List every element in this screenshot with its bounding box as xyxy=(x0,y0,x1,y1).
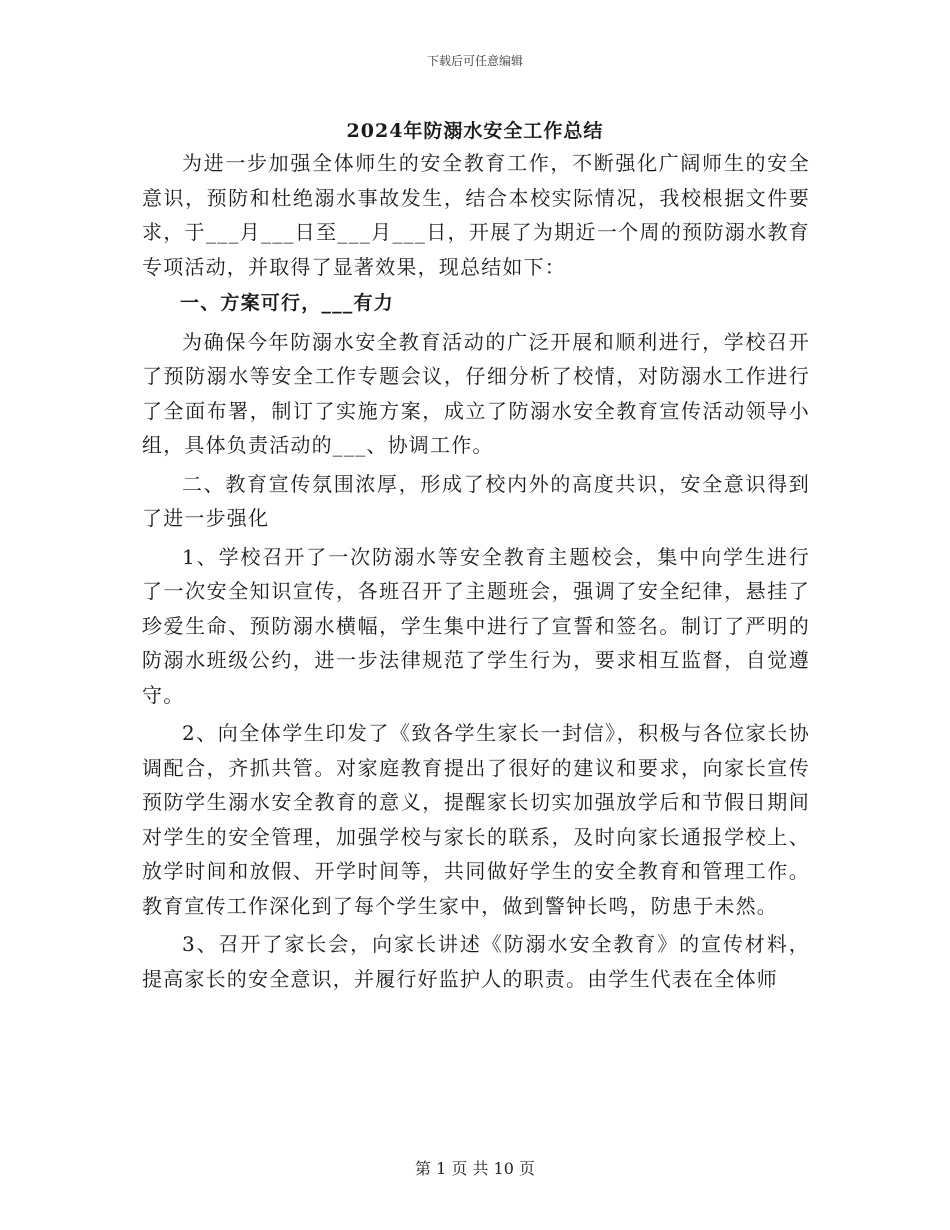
section-heading-1: 一、方案可行，___有力 xyxy=(180,292,394,314)
paragraph-item-2: 2、向全体学生印发了《致各学生家长一封信》，积极与各位家长协调配合，齐抓共管。对家庭教育提出了很好的建议和要求，向家长宣传预防学生溺水安全教育的意义，提醒家长切实加强放学后和节假日期间对学生的安全管理，加强学校与家长的联系，及时向家长通报学校上、放学时间和放假、开学时间等，共同做好学生的安全教育和管理工作。教育宣传工作深化到了每个学生家中，做到警钟长鸣，防患于未然。 xyxy=(142,721,810,918)
section-heading-2: 二、教育宣传氛围浓厚，形成了校内外的高度共识，安全意识得到了进一步强化 xyxy=(142,471,810,530)
intro-paragraph: 为进一步加强全体师生的安全教育工作，不断强化广阔师生的安全意识，预防和杜绝溺水事故发生，结合本校实际情况，我校根据文件要求，于___月___日至___月___日，开展了为期近一个周的预防溺水教育专项活动，并取得了显著效果，现总结如下： xyxy=(142,151,810,279)
paragraph-plan: 为确保今年防溺水安全教育活动的广泛开展和顺利进行，学校召开了预防溺水等安全工作专题会议，仔细分析了校情，对防溺水工作进行了全面布署，制订了实施方案，成立了防溺水安全教育宣传活动领导小组，具体负责活动的___、协调工作。 xyxy=(142,329,810,457)
document-body xyxy=(142,146,810,996)
page-number: 第 1 页 共 10 页 xyxy=(415,1159,535,1178)
paragraph-item-3: 3、召开了家长会，向家长讲述《防溺水安全教育》的宣传材料，提高家长的安全意识，并履行好监护人的职责。由学生代表在全体师 xyxy=(142,932,810,991)
document-title: 2024年防溺水安全工作总结 xyxy=(346,120,604,142)
paragraph-item-1: 1、学校召开了一次防溺水等安全教育主题校会，集中向学生进行了一次安全知识宣传，各班召开了主题班会，强调了安全纪律，悬挂了珍爱生命、预防溺水横幅，学生集中进行了宣誓和签名。制订了严明的防溺水班级公约，进一步法律规范了学生行为，要求相互监督，自觉遵守。 xyxy=(142,544,810,707)
header-note: 下载后可任意编辑 xyxy=(426,54,523,68)
